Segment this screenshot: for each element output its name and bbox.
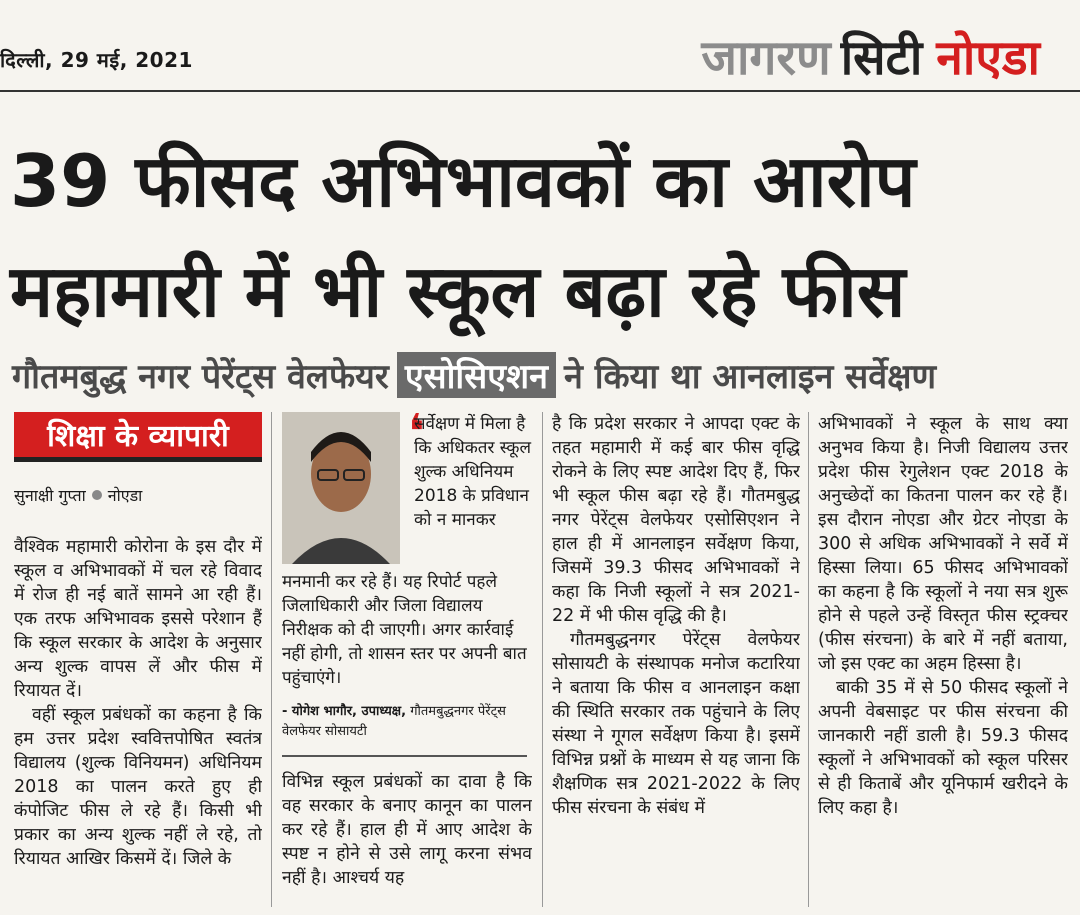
masthead-city: सिटी [840, 30, 923, 86]
masthead-jagran: जागरण [701, 30, 831, 86]
article-column-2 [282, 770, 532, 910]
paragraph: वैश्विक महामारी कोरोना के इस दौर में स्कूल व अभिभावकों में चल रहे विवाद में रोज ही नई बातें सामने आ रही हैं। एक तरफ अभिभावक इससे परेशान हैं कि स्कूल सरकार के आदेश के अनुसार अन्य शुल्क वापस लें और फीस में रियायत दें। [14, 537, 262, 701]
headline-line2: महामारी में भी स्कूल बढ़ा रहे फीस [10, 249, 906, 333]
paragraph: वहीं स्कूल प्रबंधकों का कहना है कि हम उत्तर प्रदेश स्ववित्तपोषित स्वतंत्र विद्यालय (शुल्क विनियमन) अधिनियम 2018 का पालन करते हुए ही कंपोजिट फीस ले रहे हैं। किसी भी प्रकार का अन्य शुल्क नहीं ले रहे, तो रियायत आखिर किसमें दें। जिले के [14, 705, 262, 869]
pull-quote-wide: मनमानी कर रहे हैं। यह रिपोर्ट पहले जिलाधिकारी और जिला विद्यालय निरीक्षक को दी जाएगी। अगर कार्रवाई नहीं होगी, तो शासन स्तर पर अपनी बात पहुंचाएंगे। [282, 572, 527, 688]
article-column-1 [14, 535, 262, 910]
column-divider [542, 412, 543, 907]
masthead-noida: नोएडा [936, 30, 1040, 86]
dateline: दिल्ली, 29 मई, 2021 [0, 48, 193, 72]
person-photo [282, 412, 400, 564]
quote-attribution-name: - योगेश भागौर, उपाध्यक्ष, [282, 704, 407, 719]
quote-attribution [282, 702, 522, 742]
subheadline-part2: ने किया था आनलाइन सर्वेक्षण [564, 357, 937, 397]
byline-author: सुनाक्षी गुप्ता [14, 486, 86, 505]
quote-mark-icon: ❛ [408, 404, 425, 460]
paragraph: बाकी 35 में से 50 फीसद स्कूलों ने अपनी वेबसाइट पर फीस संरचना की जानकारी नहीं डाली है। 59.3 फीसद स्कूलों ने अभिभावकों को स्कूल परिसर से ही किताबें और यूनिफार्म खरीदने के लिए कहा है। [818, 678, 1068, 818]
header-rule [0, 90, 1080, 92]
byline-location: नोएडा [107, 486, 143, 505]
subheadline-part1: गौतमबुद्ध नगर पेरेंट्स वेलफेयर [12, 357, 389, 397]
article-column-3 [552, 412, 800, 910]
pull-quote-narrow: सर्वेक्षण में मिला है कि अधिकतर स्कूल शुल्क अधिनियम 2018 के प्रविधान को न मानकर [414, 414, 532, 530]
masthead [701, 30, 1040, 86]
bullet-icon [92, 490, 102, 500]
paragraph: अभिभावकों ने स्कूल के साथ क्या अनुभव किया है। निजी विद्यालय उत्तर प्रदेश फीस रेगुलेशन एक्ट 2018 के अनुच्छेदों का कितना पालन कर रहे हैं। इस दौरान नोएडा और ग्रेटर नोएडा के 300 से अधिक अभिभावकों ने सर्वे में हिस्सा लिया। 65 फीसद अभिभावकों का कहना है कि स्कूलों ने नया सत्र शुरू होने से पहले उन्हें विस्तृत फीस स्ट्रक्चर (फीस संरचना) के बारे में नहीं बताया, जो इस एक्ट का अहम हिस्सा है। [818, 414, 1068, 674]
column-divider [808, 412, 809, 907]
byline [14, 484, 142, 506]
headline-line1: 39 फीसद अभिभावकों का आरोप [10, 139, 916, 223]
subheadline [12, 352, 936, 398]
paragraph: गौतमबुद्धनगर पेरेंट्स वेलफेयर सोसायटी के संस्थापक मनोज कटारिया ने बताया कि फीस व आनलाइन कक्षा की स्थिति सरकार तक पहुंचाने के लिए संस्था ने गूगल सर्वेक्षण किया है। इसमें विभिन्न प्रश्नों के माध्यम से यह जाना कि शैक्षणिक सत्र 2021-2022 के लिए फीस संरचना के संबंध में [552, 630, 800, 818]
article-column-4 [818, 412, 1068, 910]
paragraph: है कि प्रदेश सरकार ने आपदा एक्ट के तहत महामारी में कई बार फीस वृद्धि रोकने के लिए स्पष्ट आदेश दिए हैं, फिर भी स्कूल फीस बढ़ा रहे हैं। गौतमबुद्ध नगर पेरेंट्स वेलफेयर एसोसिएशन ने हाल ही में आनलाइन सर्वेक्षण किया, जिसमें 39.3 फीसद अभिभावकों ने कहा कि निजी स्कूलों ने सत्र 2021-22 में भी फीस वृद्धि की है। [552, 414, 800, 626]
section-tag: शिक्षा के व्यापारी [14, 412, 262, 462]
paragraph: विभिन्न स्कूल प्रबंधकों का दावा है कि वह सरकार के बनाए कानून का पालन कर रहे हैं। हाल ही में आए आदेश के स्पष्ट न होने से उसे लागू करना संभव नहीं है। आश्चर्य यह [282, 772, 532, 888]
quote-attribution-org: गौतमबुद्धनगर पेरेंट्स वेलफेयर सोसायटी [282, 704, 506, 739]
column-divider [271, 412, 272, 907]
subheadline-highlight: एसोसिएशन [397, 352, 556, 398]
quote-bottom-rule [282, 755, 527, 757]
